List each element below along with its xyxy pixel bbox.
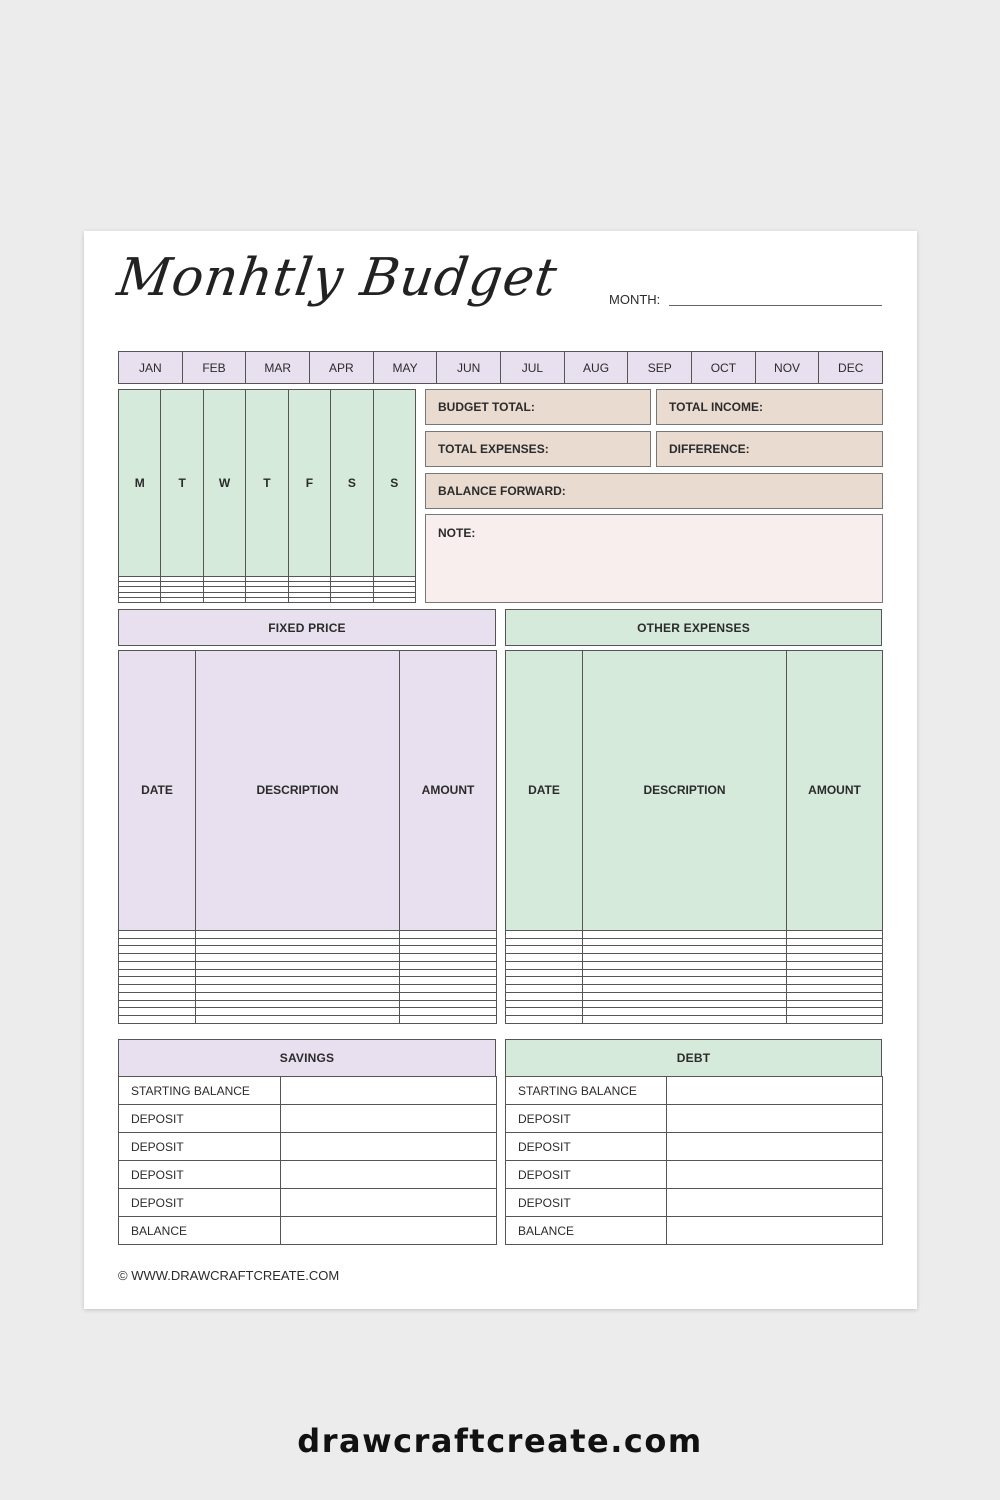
amount-cell[interactable]	[787, 985, 883, 993]
total-income-label: TOTAL INCOME:	[669, 400, 763, 414]
month-dec[interactable]: DEC	[819, 351, 883, 384]
calendar-day-cell[interactable]	[119, 597, 161, 602]
calendar-week-row	[119, 597, 416, 602]
debt-title: DEBT	[676, 1051, 711, 1065]
table-row	[119, 946, 497, 954]
savings-row-label: DEPOSIT	[119, 1161, 281, 1189]
debt-row-label: DEPOSIT	[506, 1189, 667, 1217]
month-field[interactable]	[669, 305, 882, 306]
savings-value-cell[interactable]	[281, 1189, 497, 1217]
weekday-header: S	[373, 390, 415, 577]
table-row	[506, 1105, 883, 1133]
debt-value-cell[interactable]	[667, 1105, 883, 1133]
amount-cell[interactable]	[787, 938, 883, 946]
difference-box[interactable]	[656, 431, 883, 467]
budget-total-box[interactable]	[425, 389, 651, 425]
description-cell[interactable]	[196, 946, 400, 954]
description-cell[interactable]	[583, 985, 787, 993]
table-row	[506, 961, 883, 969]
month-selector	[118, 351, 883, 384]
date-cell[interactable]	[119, 985, 196, 993]
date-cell[interactable]	[119, 1016, 196, 1024]
amount-cell[interactable]	[787, 961, 883, 969]
date-cell[interactable]	[506, 946, 583, 954]
description-cell[interactable]	[196, 1000, 400, 1008]
debt-value-cell[interactable]	[667, 1133, 883, 1161]
debt-row-label: STARTING BALANCE	[506, 1077, 667, 1105]
description-cell[interactable]	[196, 1008, 400, 1016]
date-cell[interactable]	[506, 985, 583, 993]
calendar-day-cell[interactable]	[331, 597, 373, 602]
calendar-day-cell[interactable]	[161, 597, 203, 602]
month-mar[interactable]: MAR	[246, 351, 310, 384]
date-cell[interactable]	[506, 1016, 583, 1024]
table-row	[506, 969, 883, 977]
table-row	[506, 1016, 883, 1024]
date-cell[interactable]	[506, 961, 583, 969]
date-cell[interactable]	[506, 938, 583, 946]
total-expenses-box[interactable]	[425, 431, 651, 467]
calendar-day-cell[interactable]	[203, 597, 245, 602]
description-cell[interactable]	[196, 977, 400, 985]
other-expenses-header	[505, 609, 882, 646]
date-cell[interactable]	[119, 1008, 196, 1016]
date-cell[interactable]	[506, 969, 583, 977]
amount-cell[interactable]	[400, 969, 497, 977]
table-row	[119, 1105, 497, 1133]
description-cell[interactable]	[196, 992, 400, 1000]
amount-cell[interactable]	[400, 961, 497, 969]
savings-table	[118, 1076, 497, 1245]
table-row	[506, 1077, 883, 1105]
savings-value-cell[interactable]	[281, 1161, 497, 1189]
amount-cell[interactable]	[400, 977, 497, 985]
month-sep[interactable]: SEP	[628, 351, 692, 384]
description-cell[interactable]	[583, 1016, 787, 1024]
other-expenses-title: OTHER EXPENSES	[637, 620, 750, 635]
table-row	[506, 938, 883, 946]
amount-cell[interactable]	[400, 1008, 497, 1016]
amount-cell[interactable]	[400, 946, 497, 954]
date-cell[interactable]	[119, 1000, 196, 1008]
table-row	[119, 1016, 497, 1024]
amount-cell[interactable]	[787, 954, 883, 962]
amount-cell[interactable]	[400, 985, 497, 993]
month-aug[interactable]: AUG	[565, 351, 629, 384]
date-cell[interactable]	[119, 977, 196, 985]
fixed-amount-header: AMOUNT	[400, 651, 497, 931]
table-row	[119, 1133, 497, 1161]
description-cell[interactable]	[196, 938, 400, 946]
table-row	[119, 1000, 497, 1008]
table-row	[119, 961, 497, 969]
weekday-header: T	[161, 390, 203, 577]
amount-cell[interactable]	[787, 946, 883, 954]
table-row	[119, 969, 497, 977]
fixed-date-header: DATE	[119, 651, 196, 931]
date-cell[interactable]	[506, 930, 583, 938]
savings-value-cell[interactable]	[281, 1105, 497, 1133]
balance-forward-box[interactable]	[425, 473, 883, 509]
amount-cell[interactable]	[400, 954, 497, 962]
table-row	[119, 977, 497, 985]
table-row	[506, 954, 883, 962]
calendar-day-cell[interactable]	[288, 597, 330, 602]
brand-watermark: drawcraftcreate.com	[297, 1422, 703, 1460]
description-cell[interactable]	[196, 930, 400, 938]
description-cell[interactable]	[196, 961, 400, 969]
fixed-price-header	[118, 609, 496, 646]
table-row	[506, 946, 883, 954]
difference-label: DIFFERENCE:	[669, 442, 750, 456]
date-cell[interactable]	[119, 938, 196, 946]
amount-cell[interactable]	[787, 930, 883, 938]
calendar-day-cell[interactable]	[246, 597, 288, 602]
date-cell[interactable]	[119, 954, 196, 962]
month-nov[interactable]: NOV	[756, 351, 820, 384]
savings-row-label: DEPOSIT	[119, 1189, 281, 1217]
description-cell[interactable]	[196, 1016, 400, 1024]
amount-cell[interactable]	[400, 938, 497, 946]
debt-value-cell[interactable]	[667, 1189, 883, 1217]
description-cell[interactable]	[196, 969, 400, 977]
savings-title: SAVINGS	[279, 1051, 335, 1065]
description-cell[interactable]	[583, 946, 787, 954]
table-row	[506, 1217, 883, 1245]
note-label: NOTE:	[438, 526, 476, 540]
description-cell[interactable]	[583, 969, 787, 977]
amount-cell[interactable]	[787, 1016, 883, 1024]
month-jun[interactable]: JUN	[437, 351, 501, 384]
table-row	[119, 992, 497, 1000]
budget-total-label: BUDGET TOTAL:	[438, 400, 535, 414]
month-jan[interactable]: JAN	[118, 351, 183, 384]
table-row	[119, 938, 497, 946]
date-cell[interactable]	[119, 969, 196, 977]
table-row	[506, 992, 883, 1000]
other-expenses-table	[505, 650, 883, 1024]
date-cell[interactable]	[119, 930, 196, 938]
savings-row-label: DEPOSIT	[119, 1105, 281, 1133]
note-box[interactable]	[425, 514, 883, 603]
savings-row-label: DEPOSIT	[119, 1133, 281, 1161]
description-cell[interactable]	[583, 954, 787, 962]
table-row	[119, 1189, 497, 1217]
debt-value-cell[interactable]	[667, 1217, 883, 1245]
weekday-header: W	[203, 390, 245, 577]
debt-row-label: DEPOSIT	[506, 1105, 667, 1133]
other-amount-header: AMOUNT	[787, 651, 883, 931]
savings-value-cell[interactable]	[281, 1217, 497, 1245]
amount-cell[interactable]	[400, 992, 497, 1000]
calendar-grid	[118, 389, 416, 603]
debt-value-cell[interactable]	[667, 1161, 883, 1189]
total-expenses-label: TOTAL EXPENSES:	[438, 442, 549, 456]
amount-cell[interactable]	[400, 930, 497, 938]
debt-row-label: DEPOSIT	[506, 1133, 667, 1161]
copyright-text: © WWW.DRAWCRAFTCREATE.COM	[118, 1268, 340, 1283]
other-description-header: DESCRIPTION	[583, 651, 787, 931]
table-row	[506, 1000, 883, 1008]
table-row	[506, 1161, 883, 1189]
month-label: MONTH:	[609, 292, 661, 307]
description-cell[interactable]	[583, 961, 787, 969]
date-cell[interactable]	[506, 977, 583, 985]
amount-cell[interactable]	[787, 1000, 883, 1008]
date-cell[interactable]	[119, 946, 196, 954]
debt-table	[505, 1076, 883, 1245]
table-row	[506, 985, 883, 993]
description-cell[interactable]	[583, 1000, 787, 1008]
date-cell[interactable]	[506, 992, 583, 1000]
weekday-header: T	[246, 390, 288, 577]
table-row	[119, 985, 497, 993]
table-row	[119, 1008, 497, 1016]
amount-cell[interactable]	[400, 1016, 497, 1024]
savings-header	[118, 1039, 496, 1077]
fixed-price-title: FIXED PRICE	[268, 620, 346, 635]
description-cell[interactable]	[583, 938, 787, 946]
description-cell[interactable]	[196, 985, 400, 993]
date-cell[interactable]	[506, 954, 583, 962]
month-jul[interactable]: JUL	[501, 351, 565, 384]
weekday-header: S	[331, 390, 373, 577]
weekday-header: M	[119, 390, 161, 577]
table-row	[119, 954, 497, 962]
savings-row-label: BALANCE	[119, 1217, 281, 1245]
weekday-header: F	[288, 390, 330, 577]
total-income-box[interactable]	[656, 389, 883, 425]
date-cell[interactable]	[119, 961, 196, 969]
month-oct[interactable]: OCT	[692, 351, 756, 384]
debt-row-label: DEPOSIT	[506, 1161, 667, 1189]
table-row	[119, 1077, 497, 1105]
description-cell[interactable]	[583, 977, 787, 985]
description-cell[interactable]	[583, 1008, 787, 1016]
amount-cell[interactable]	[400, 1000, 497, 1008]
description-cell[interactable]	[583, 992, 787, 1000]
table-row	[506, 1133, 883, 1161]
date-cell[interactable]	[506, 1008, 583, 1016]
description-cell[interactable]	[583, 930, 787, 938]
page-title: Monhtly Budget	[113, 248, 562, 308]
table-row	[119, 930, 497, 938]
month-may[interactable]: MAY	[374, 351, 438, 384]
calendar-day-cell[interactable]	[373, 597, 415, 602]
month-feb[interactable]: FEB	[183, 351, 247, 384]
description-cell[interactable]	[196, 954, 400, 962]
amount-cell[interactable]	[787, 977, 883, 985]
date-cell[interactable]	[506, 1000, 583, 1008]
month-apr[interactable]: APR	[310, 351, 374, 384]
table-row	[506, 977, 883, 985]
table-row	[506, 1189, 883, 1217]
table-row	[506, 1008, 883, 1016]
other-date-header: DATE	[506, 651, 583, 931]
table-row	[119, 1217, 497, 1245]
amount-cell[interactable]	[787, 1008, 883, 1016]
balance-forward-label: BALANCE FORWARD:	[438, 484, 566, 498]
debt-header	[505, 1039, 882, 1077]
debt-value-cell[interactable]	[667, 1077, 883, 1105]
debt-row-label: BALANCE	[506, 1217, 667, 1245]
savings-value-cell[interactable]	[281, 1077, 497, 1105]
savings-value-cell[interactable]	[281, 1133, 497, 1161]
date-cell[interactable]	[119, 992, 196, 1000]
fixed-price-table	[118, 650, 497, 1024]
amount-cell[interactable]	[787, 992, 883, 1000]
fixed-description-header: DESCRIPTION	[196, 651, 400, 931]
table-row	[506, 930, 883, 938]
table-row	[119, 1161, 497, 1189]
savings-row-label: STARTING BALANCE	[119, 1077, 281, 1105]
amount-cell[interactable]	[787, 969, 883, 977]
